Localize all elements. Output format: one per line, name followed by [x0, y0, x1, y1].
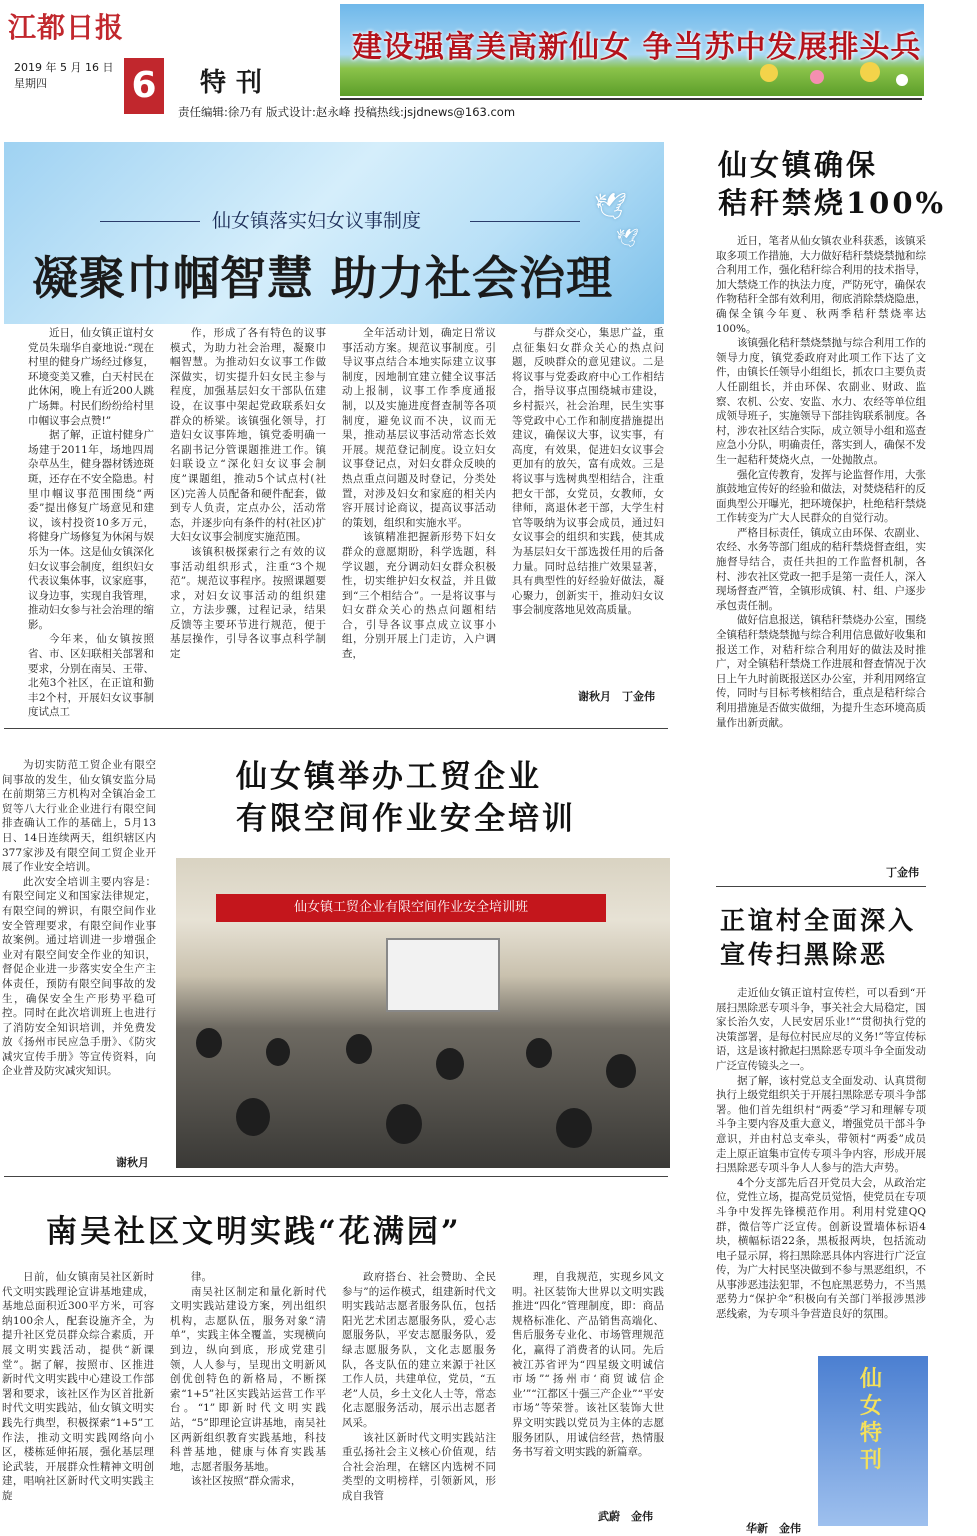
- right-column-rule: [716, 886, 926, 887]
- attendee-head: [346, 1034, 372, 1064]
- attendee-head: [266, 1038, 290, 1066]
- banner-slogan: 建设强富美高新仙女 争当苏中发展排头兵: [352, 30, 922, 65]
- attendee-head: [236, 1098, 270, 1136]
- page-number: 6: [124, 58, 164, 114]
- attendee-head: [556, 1108, 592, 1148]
- lead-column-4: 与群众交心，集思广益，重点征集妇女群众关心的热点问题，反映群众的意见建议。二是将议事与党委政府中心工作相结合，指导议事点围绕城市建设，乡村振兴，社会治理，民生实事等党政中心工作和制度措施提出建议，确保议大事，议实事，有高度，有效果，促进妇女议事会更加有的放矢，富有成效。三是将议事与选树典型相结合，注重把女干部，女党员，女教师，女律师，离退休老干部，大学生村官等吸纳为议事会成员，通过妇女议事会的组织和实践，使其成为基层妇女干部选拨任用的后备力量。同时总结推广效果显著，具有典型性的好经验好做法，凝心聚力，创新实干，推动妇女议事会制度落地见效高质量。: [512, 327, 664, 617]
- safety-headline-line1: 仙女镇举办工贸企业: [236, 759, 542, 795]
- sweep-headline: [720, 904, 916, 972]
- straw-headline: [718, 146, 946, 222]
- lead-kicker: 仙女镇落实妇女议事制度: [212, 210, 422, 232]
- safety-byline: 谢秋月: [116, 1156, 149, 1169]
- kicker-rule-right: [470, 221, 580, 222]
- section-title: 特刊: [200, 68, 273, 98]
- nanwu-column-2: 律。 南吴社区制定和量化新时代文明实践站建设方案，列出组织机构，志愿队伍，服务对象“清单”，实践主体全覆盖，实现横向到边，纵向到底，形成党建引领，人人参与，呈现出文明新风创优创特色的新格局，不断探索“1+5”社区实践站运营工作平台。“1”即新时代文明实践站，“5”即理论宣讲基地，南吴社区两新组织教育实践基地，科技科普基地，健康与体育实践基地，志愿者服务基地。 该社区按照“群众需求，: [170, 1271, 326, 1488]
- dove-icon: 🕊: [594, 192, 628, 222]
- attendee-head: [526, 1038, 552, 1068]
- safety-headline-line2: 有限空间作业安全培训: [236, 801, 576, 837]
- attendee-head: [196, 1028, 222, 1058]
- sweep-headline-line2: 宣传扫黑除恶: [720, 940, 889, 969]
- training-photo: [176, 858, 670, 1168]
- photo-banner: 仙女镇工贸企业有限空间作业安全培训班: [216, 894, 606, 922]
- sweep-headline-line1: 正谊村全面深入: [720, 906, 917, 935]
- weekday-text: 星期四: [14, 77, 47, 90]
- newspaper-logo: 江都日报: [8, 11, 125, 44]
- nanwu-column-3: 政府搭台、社会赞助、全民参与”的运作模式，组建新时代文明实践站志愿者服务队伍，包括阳光艺术团志愿服务队，爱心志愿服务队，平安志愿服务队，爱绿志愿服务队，文化志愿服务队，各支队伍的建立来源于社区工作人员，共建单位，党员，“五老”人员，乡土文化人士等，常态化志愿服务活动，展示出志愿者风采。 该社区新时代文明实践站注重弘扬社会主义核心价值观，结合社会治理，在辖区内选树不同类型的文明榜样，引领新风，形成自我管: [342, 1271, 496, 1502]
- section-rule: [4, 1176, 668, 1177]
- attendee-head: [436, 1048, 464, 1080]
- attendee-head: [606, 1054, 636, 1088]
- safety-headline: [236, 756, 576, 840]
- lead-column-2: 作，形成了各有特色的议事模式，为助力社会治理，凝聚巾帼智慧。为推动妇女议事工作做深做实，切实提升妇女民主参与程度，加强基层妇女干部队伍建设，在议事中架起党政联系妇女群众的桥梁。该镇强化领导，打造妇女议事阵地，镇党委明确一名副书记分管课题推进工作。镇妇联设立“深化妇女议事会制度”课题组，推动5个试点村(社区)完善人员配备和硬件配套，做到专人负责，定点办公，活动常态，并逐步向有条件的村(社区)扩大妇女议事会制度实施范围。 该镇积极探索行之有效的议事活动组织形式，注重“3个规范”。规范议事程序。按照课题要求，对妇女议事活动的组织建立，方法步骤，过程记录，结果反馈等主要环节进行规范，便于基层操作，引导各议事点科学制定: [170, 327, 326, 661]
- date-text: 2019 年 5 月 16 日: [14, 61, 114, 74]
- sweep-body: 走近仙女镇正谊村宣传栏，可以看到“开展扫黑除恶专项斗争，事关社会大局稳定，国家长治久安，人民安居乐业!”“贯彻执行党的决策部署，是每位村民应尽的义务!”等宣传标语，这是该村掀起扫黑除恶专项斗争全面发动广泛宣传镜头之一。 据了解，该村党总支全面发动、认真贯彻执行上级党组织关于开展扫黑除恶专项斗争部署。他们首先组织村“两委”学习和理解专项斗争主要内容及重大意义，增强党员干部斗争意识，并由村总支牵头，带领村“两委”成员走上原正谊集市宣传专项斗争内容，形成开展扫黑除恶专项斗争人人参与的浩大声势。 4个分支部先后召开党员大会，从政治定位，党性立场，提高党员觉悟，使党员在专项斗争中发挥先锋模范作用。利用村党建QQ群，微信等广泛宣传。创新设置墙体标语4块，横幅标语22条，黑板报两块，包括流动电子显示屏，将扫黑除恶具体内容进行广泛宣传，为广大村民坚决做到不参与黑恶组织，不从事涉恶违法犯罪，不包庇黑恶势力，不当黑恶势力“保护伞”积极向有关部门举报涉黑涉恶线索，为专项斗争营造良好的氛围。: [716, 987, 926, 1321]
- lead-headline: 凝聚巾帼智慧 助力社会治理: [32, 251, 614, 305]
- projector-screen: [386, 938, 500, 1012]
- issue-date: [14, 60, 113, 92]
- header-rule: [340, 98, 922, 100]
- nanwu-column-4: 理，自我规范，实现乡风文明。社区装饰大世界以文明实践推进“四化”管理制度，即：商品规格标准化、产品销售高端化、售后服务专业化、市场管理规范化，赢得了消费者的认同。先后被江苏省评为“四星级文明诚信市场”“扬州市‘商贸诚信企业’”“江都区十强三产企业”“平安市场”等荣誉。该社区装饰大世界文明实践以党员为主体的志愿服务团队，用诚信经营，热情服务书写着文明实践的新篇章。: [512, 1271, 664, 1459]
- lead-column-1: 近日，仙女镇正谊村女党员朱瑞华自豪地说:“现在村里的健身广场经过修复，环境变美又雅，白天村民在此休闲，晚上有近200人跳广场舞。村民们纷纷给村里巾帼议事会点赞!” 据了解，正谊村健身广场建于2011年，场地四周杂草丛生，健身器材锈迹斑斑，还存在不安全隐患。村里巾帼议事范围围绕“两委”提出修复广场意见和建议，该村投资10多万元，将健身广场修复为休闲与娱乐为一体。这是仙女镇深化妇女议事会制度，组织妇女代表议集体事，议家庭事，议身边事，实现自我管理，推动妇女参与社会治理的缩影。 今年来，仙女镇按照省、市、区妇联相关部署和要求，分别在南吴、王带、北苑3个社区，在正谊和勤丰2个村，开展妇女议事制度试点工: [28, 327, 154, 719]
- kicker-rule-left: [100, 221, 200, 222]
- straw-headline-line1: 仙女镇确保: [718, 148, 879, 182]
- lead-column-3: 全年活动计划，确定日常议事活动方案。规范议事制度。引导议事点结合本地实际建立议事制度，因地制宜建立健全议事活动上报制，议事工作季度通报制，以及实施进度督查制等各项制度，避免议而不决，议而无果，推动基层议事活动常态长效开展。规范登记制度。设立妇女议事登记点，对妇女群众反映的热点重点问题及时登记，分类处置，对涉及妇女和家庭的相关内容开展讨论商议，提高议事活动的策划，组织和实施水平。 该镇精准把握新形势下妇女群众的意愿期盼，科学选题，科学议题，充分调动妇女群众积极性，切实维护妇女权益，并且做到“三个相结合”。一是将议事与妇女群众关心的热点问题相结合，引导各议事点成立议事小组，分别开展上门走访，入户调查，: [342, 327, 496, 661]
- dove-icon: 🕊: [616, 228, 639, 249]
- ad-text: 仙女特刊: [860, 1366, 883, 1473]
- straw-headline-line2: 秸秆禁烧100%: [718, 186, 947, 220]
- nanwu-byline: 武蔚 金伟: [598, 1510, 653, 1523]
- safety-body: 为切实防范工贸企业有限空间事故的发生，仙女镇安监分局在前期第三方机构对全镇冶金工贸等八大行业企业进行有限空间排查确认工作的基础上，5月13日、14日连续两天，组织辖区内377家涉及有限空间工贸企业开展了作业安全培训。 此次安全培训主要内容是：有限空间定义和国家法律规定，有限空间的辨识，有限空间作业安全管理要求，有限空间作业事故案例。通过培训进一步增强企业对有限空间安全作业的知识，督促企业进一步落实安全生产主体责任，预防有限空间事故的发生，确保安全生产形势平稳可控。同时在此次培训班上也进行了消防安全知识培训，并免费发放《扬州市民应急手册》、《防灾减灾宣传手册》等宣传资料，向企业普及防灾减灾知识。: [2, 759, 156, 1078]
- straw-body: 近日，笔者从仙女镇农业科获悉，该镇采取多项工作措施，大力做好秸秆禁烧禁抛和综合利用工作，强化秸秆综合利用的技术指导，加大禁烧工作的执法力度，严防死守，确保农作物秸秆全部有效利用，彻底消除禁烧隐患，确保全镇今年夏、秋两季秸秆禁烧率达100%。 该镇强化秸秆禁烧禁抛与综合利用工作的领导力度，镇党委政府对此项工作下达了文件，由镇长任领导小组组长，抓农口主要负责人任副组长，并由环保、农副业、财政、监察、农机、公安、安监、水力、农经等单位组成领导班子，实施领导下部挂钩联系制度。各村，涉农社区结合实际，成立领导小组和巡查应急小分队，明确责任，落实到人，确保不发生一起秸秆焚烧火点，一处抛散点。 强化宣传教育，发挥与论监督作用，大张旗鼓地宣传好的经验和做法，对焚烧秸秆的反面典型公开曝光，把环境保护，杜绝秸秆禁烧工作转变为广大人民群众的自觉行动。 严格目标责任，镇成立由环保、农副业、农经、水务等部门组成的秸秆禁烧督查组，实施督导结合，责任共担的工作监督机制，各村、涉农社区党政一把手是第一责任人，深入现场督查严管，全镇形成镇、村、组、户逐步承包责任制。 做好信息报送，镇秸秆禁烧办公室，围绕全镇秸秆禁烧禁抛与综合利用信息做好收集和报送工作，对秸秆综合利用好的做法及时推广，对全镇秸秆禁烧工作进展和督查情况于次日上午九时前既报送区办公室，并利用网络宣传，同时与目标考核相结合，重点是秸秆综合利用措施是否做实做细，为提升生态环境高质量作出新贡献。: [716, 235, 926, 729]
- sweep-body-tail: [716, 1352, 812, 1512]
- lead-byline: 谢秋月 丁金伟: [578, 690, 655, 703]
- attendee-head: [386, 1104, 422, 1144]
- nanwu-headline: 南吴社区文明实践“花满园”: [46, 1214, 462, 1250]
- section-rule: [4, 728, 668, 729]
- sweep-byline: 华新 金伟: [746, 1522, 801, 1535]
- straw-byline: 丁金伟: [886, 866, 919, 879]
- nanwu-column-1: 日前，仙女镇南吴社区新时代文明实践理论宣讲基地建成，基地总面积近300平方米，可容纳100余人，配套设施齐全，为提升社区党员群众综合素质，开展文明实践活动，提供“新课堂”。据了解，按照市、区推进新时代文明实践中心建设工作部署和要求，该社区作为区首批新时代文明实践站，仙女镇文明实践先行典型，积极探索“1+5”工作法，推动文明实践网络向小区，楼栋延伸拓展，强化基层理论武装，开展群众性精神文明创建，唱响社区新时代文明实践主旋: [2, 1271, 154, 1502]
- editor-credits: 责任编辑:徐乃有 版式设计:赵永峰 投稿热线:jsjdnews@163.com: [178, 105, 516, 119]
